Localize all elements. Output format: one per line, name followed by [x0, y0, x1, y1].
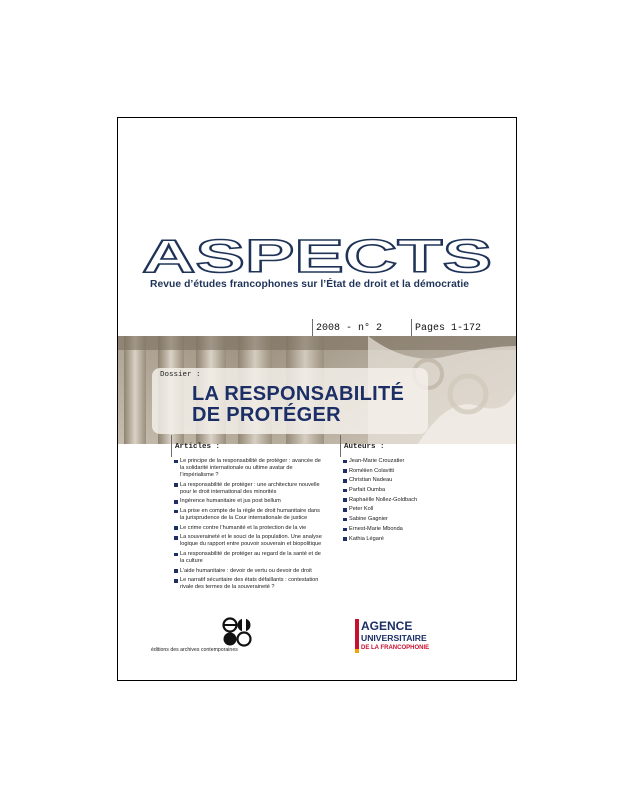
bullet-icon	[343, 537, 347, 541]
agency-line1: AGENCE	[361, 619, 413, 633]
dossier-title-line1: LA RESPONSABILITÉ	[192, 383, 405, 405]
list-item: Le principe de la responsabilité de protéger : avancée de la solidarité internationale ou ultime avatar de l’impérialisme ?	[174, 458, 324, 479]
divider	[340, 435, 341, 457]
bullet-icon	[174, 536, 178, 540]
bullet-icon	[174, 483, 178, 487]
page-range: Pages 1-172	[415, 323, 482, 334]
dossier-title	[192, 384, 404, 426]
list-item: Parfait Oumba	[343, 487, 473, 494]
bullet-icon	[174, 553, 178, 557]
list-item: Ernest-Marie Mbonda	[343, 526, 473, 533]
bullet-icon	[343, 469, 347, 473]
bullet-icon	[343, 489, 347, 493]
journal-title	[142, 236, 494, 278]
bullet-icon	[174, 526, 178, 530]
list-item: Peter Koll	[343, 506, 473, 513]
bullet-icon	[174, 460, 178, 464]
authors-heading: Auteurs :	[344, 443, 385, 451]
dossier-label: Dossier :	[160, 371, 201, 379]
bullet-icon	[343, 518, 347, 522]
bullet-icon	[343, 460, 347, 464]
list-item: Sabine Gagnier	[343, 516, 473, 523]
divider	[312, 319, 313, 337]
list-item: L’aide humanitaire : devoir de vertu ou devoir de droit	[174, 568, 324, 575]
list-item: La prise en compte de la règle de droit humanitaire dans la jurisprudence de la Cour internationale de justice	[174, 508, 324, 522]
list-item: La responsabilité de protéger : une architecture nouvelle pour le droit international des minorités	[174, 482, 324, 496]
issue-number: 2008 - n° 2	[316, 323, 383, 334]
bullet-icon	[343, 508, 347, 512]
divider	[171, 435, 172, 457]
list-item: Christian Nadeau	[343, 477, 473, 484]
auf-logo	[355, 617, 435, 657]
bullet-icon	[343, 479, 347, 483]
journal-subtitle: Revue d’études francophones sur l’État de droit et la démocratie	[150, 279, 470, 290]
authors-list	[343, 458, 473, 545]
bullet-icon	[174, 569, 178, 573]
bullet-icon	[174, 500, 178, 504]
list-item: Raphaëlle Nollez-Goldbach	[343, 497, 473, 504]
edac-logo	[151, 616, 271, 666]
divider	[411, 319, 412, 337]
list-item: Kathia Légaré	[343, 536, 473, 543]
dossier-title-line2: DE PROTÉGER	[192, 404, 341, 426]
journal-cover	[117, 117, 517, 681]
articles-list	[174, 458, 324, 594]
list-item: Jean-Marie Crouzatier	[343, 458, 473, 465]
list-item: Roméiien Colavitti	[343, 468, 473, 475]
list-item: La souveraineté et le souci de la population. Une analyse logique du rapport entre pouvoir souverain et biopolitique	[174, 534, 324, 548]
list-item: Le crime contre l’humanité et la protection de la vie	[174, 525, 324, 532]
agency-line3: DE LA FRANCOPHONIE	[361, 645, 430, 651]
list-item: Le narratif sécuritaire des états défaillants : contestation rivale des termes de la souveraineté ?	[174, 577, 324, 591]
bullet-icon	[174, 579, 178, 583]
journal-title-text: ASPECTS	[142, 236, 492, 278]
list-item: Ingérence humanitaire et jus post bellum	[174, 498, 324, 505]
articles-heading: Articles :	[175, 443, 221, 451]
bullet-icon	[343, 528, 347, 532]
list-item: La responsabilité de protéger au regard de la santé et de la culture	[174, 551, 324, 565]
publisher-caption: éditions des archives contemporaines	[151, 647, 238, 653]
agency-line2: UNIVERSITAIRE	[361, 633, 427, 643]
bullet-icon	[174, 510, 178, 514]
bullet-icon	[343, 498, 347, 502]
